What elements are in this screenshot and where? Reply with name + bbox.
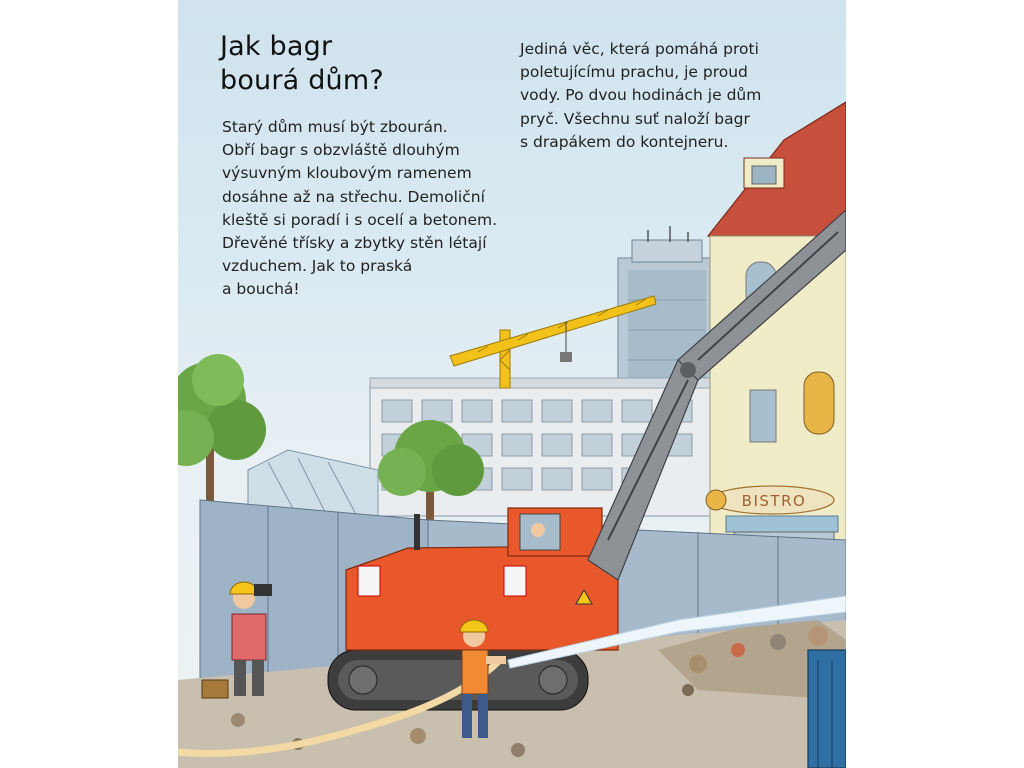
- paragraph-left: [222, 116, 497, 302]
- paragraph-line: dosáhne až na střechu. Demoliční: [222, 187, 485, 206]
- book-page: [178, 0, 846, 768]
- bistro-sign: BISTRO: [741, 492, 807, 510]
- paragraph-line: Starý dům musí být zbourán.: [222, 118, 448, 136]
- heading-line-2: bourá dům?: [220, 65, 384, 96]
- paragraph-line: výsuvným kloubovým ramenem: [222, 164, 472, 183]
- paragraph-right: [520, 38, 761, 154]
- heading-line-1: Jak bagr: [220, 31, 333, 62]
- paragraph-line: poletujícímu prachu, je proud: [520, 63, 748, 82]
- paragraph-line: vzduchem. Jak to praská: [222, 257, 413, 276]
- paragraph-line: vody. Po dvou hodinách je dům: [520, 86, 762, 105]
- paragraph-line: Obří bagr s obzvláště dlouhým: [222, 141, 460, 160]
- paragraph-line: a bouchá!: [222, 280, 300, 299]
- paragraph-line: Jediná věc, která pomáhá proti: [520, 40, 759, 58]
- paragraph-line: Dřevěné třísky a zbytky stěn létají: [222, 234, 487, 253]
- paragraph-line: s drapákem do kontejneru.: [520, 132, 729, 151]
- paragraph-line: pryč. Všechnu suť naloží bagr: [520, 109, 750, 128]
- paragraph-line: kleště si poradí i s ocelí a betonem.: [222, 210, 498, 229]
- container: [808, 650, 846, 768]
- page-heading: [220, 30, 384, 98]
